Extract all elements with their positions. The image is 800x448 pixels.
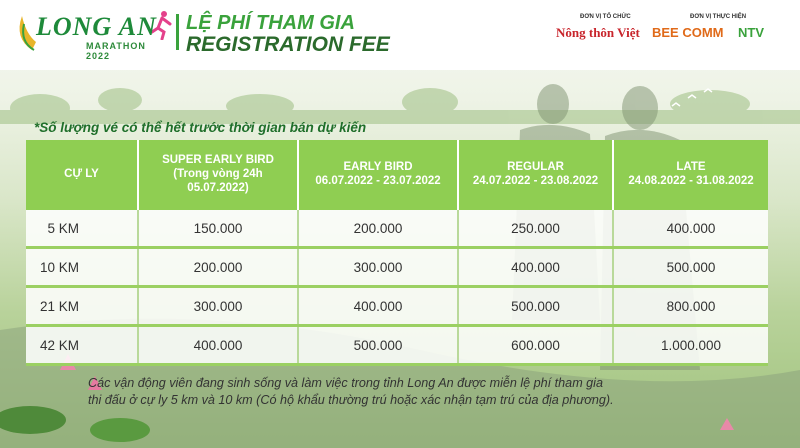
price-cell: 500.000 xyxy=(613,248,768,287)
exemption-line: Các vận động viên đang sinh sống và làm việc trong tỉnh Long An được miễn lệ phí tham gia xyxy=(88,376,603,390)
col-header-line: LATE xyxy=(676,161,706,174)
col-header-late xyxy=(613,140,768,210)
leaf-icon xyxy=(14,12,36,52)
col-header-line: 24.07.2022 - 23.08.2022 xyxy=(472,175,599,187)
partner-logo: NTV xyxy=(738,25,764,40)
price-cell: 400.000 xyxy=(138,326,298,365)
price-cell: 500.000 xyxy=(458,287,613,326)
col-header-super-early xyxy=(138,140,298,210)
price-cell: 400.000 xyxy=(458,248,613,287)
organizer-label: ĐƠN VỊ TỔ CHỨC xyxy=(580,14,631,20)
logo-title: LONG AN xyxy=(36,12,157,41)
price-cell: 300.000 xyxy=(138,287,298,326)
table-row xyxy=(26,287,768,326)
exemption-note xyxy=(88,375,748,409)
header-divider xyxy=(176,14,179,50)
col-header-line: EARLY BIRD xyxy=(343,161,413,174)
event-logo xyxy=(14,8,172,61)
page-title-en: REGISTRATION FEE xyxy=(186,33,390,56)
price-cell: 200.000 xyxy=(138,248,298,287)
col-header-line: CỰ LY xyxy=(64,168,99,181)
col-header-line: 05.07.2022) xyxy=(187,181,249,194)
executor-logo: BEE COMM xyxy=(652,25,724,40)
price-cell: 400.000 xyxy=(613,210,768,248)
col-header-line: SUPER EARLY BIRD xyxy=(162,154,274,167)
price-cell: 500.000 xyxy=(298,326,458,365)
fee-table xyxy=(26,140,768,366)
col-header-early xyxy=(298,140,458,210)
header-bar xyxy=(0,0,800,70)
col-header-regular xyxy=(458,140,613,210)
price-cell: 400.000 xyxy=(298,287,458,326)
col-header-line: 24.08.2022 - 31.08.2022 xyxy=(628,175,754,187)
price-cell: 300.000 xyxy=(298,248,458,287)
col-header-distance xyxy=(26,140,138,210)
col-header-line: REGULAR xyxy=(507,161,564,174)
organizer-logo: Nông thôn Việt xyxy=(556,25,640,40)
col-header-line: 06.07.2022 - 23.07.2022 xyxy=(315,175,441,187)
price-cell: 800.000 xyxy=(613,287,768,326)
distance-cell: 10 KM xyxy=(26,248,138,287)
ticket-note: *Số lượng vé có thể hết trước thời gian bán dự kiến xyxy=(34,120,367,135)
price-cell: 600.000 xyxy=(458,326,613,365)
distance-cell: 42 KM xyxy=(26,326,138,365)
executor-label: ĐƠN VỊ THỰC HIỆN xyxy=(690,14,747,20)
table-row xyxy=(26,326,768,365)
price-cell: 1.000.000 xyxy=(613,326,768,365)
price-cell: 200.000 xyxy=(298,210,458,248)
table-row xyxy=(26,248,768,287)
distance-cell: 21 KM xyxy=(26,287,138,326)
col-header-line: (Trong vòng 24h xyxy=(173,168,263,181)
price-cell: 250.000 xyxy=(458,210,613,248)
price-cell: 150.000 xyxy=(138,210,298,248)
fee-table-header xyxy=(26,140,768,210)
logo-subtitle: MARATHON 2022 xyxy=(86,41,146,61)
table-row xyxy=(26,210,768,248)
distance-cell: 5 KM xyxy=(26,210,138,248)
exemption-line: thi đấu ở cự ly 5 km và 10 km (Có hộ khẩu thường trú hoặc xác nhận tạm trú của địa phương). xyxy=(88,393,614,407)
page-title-vi: LỆ PHÍ THAM GIA xyxy=(186,12,355,34)
